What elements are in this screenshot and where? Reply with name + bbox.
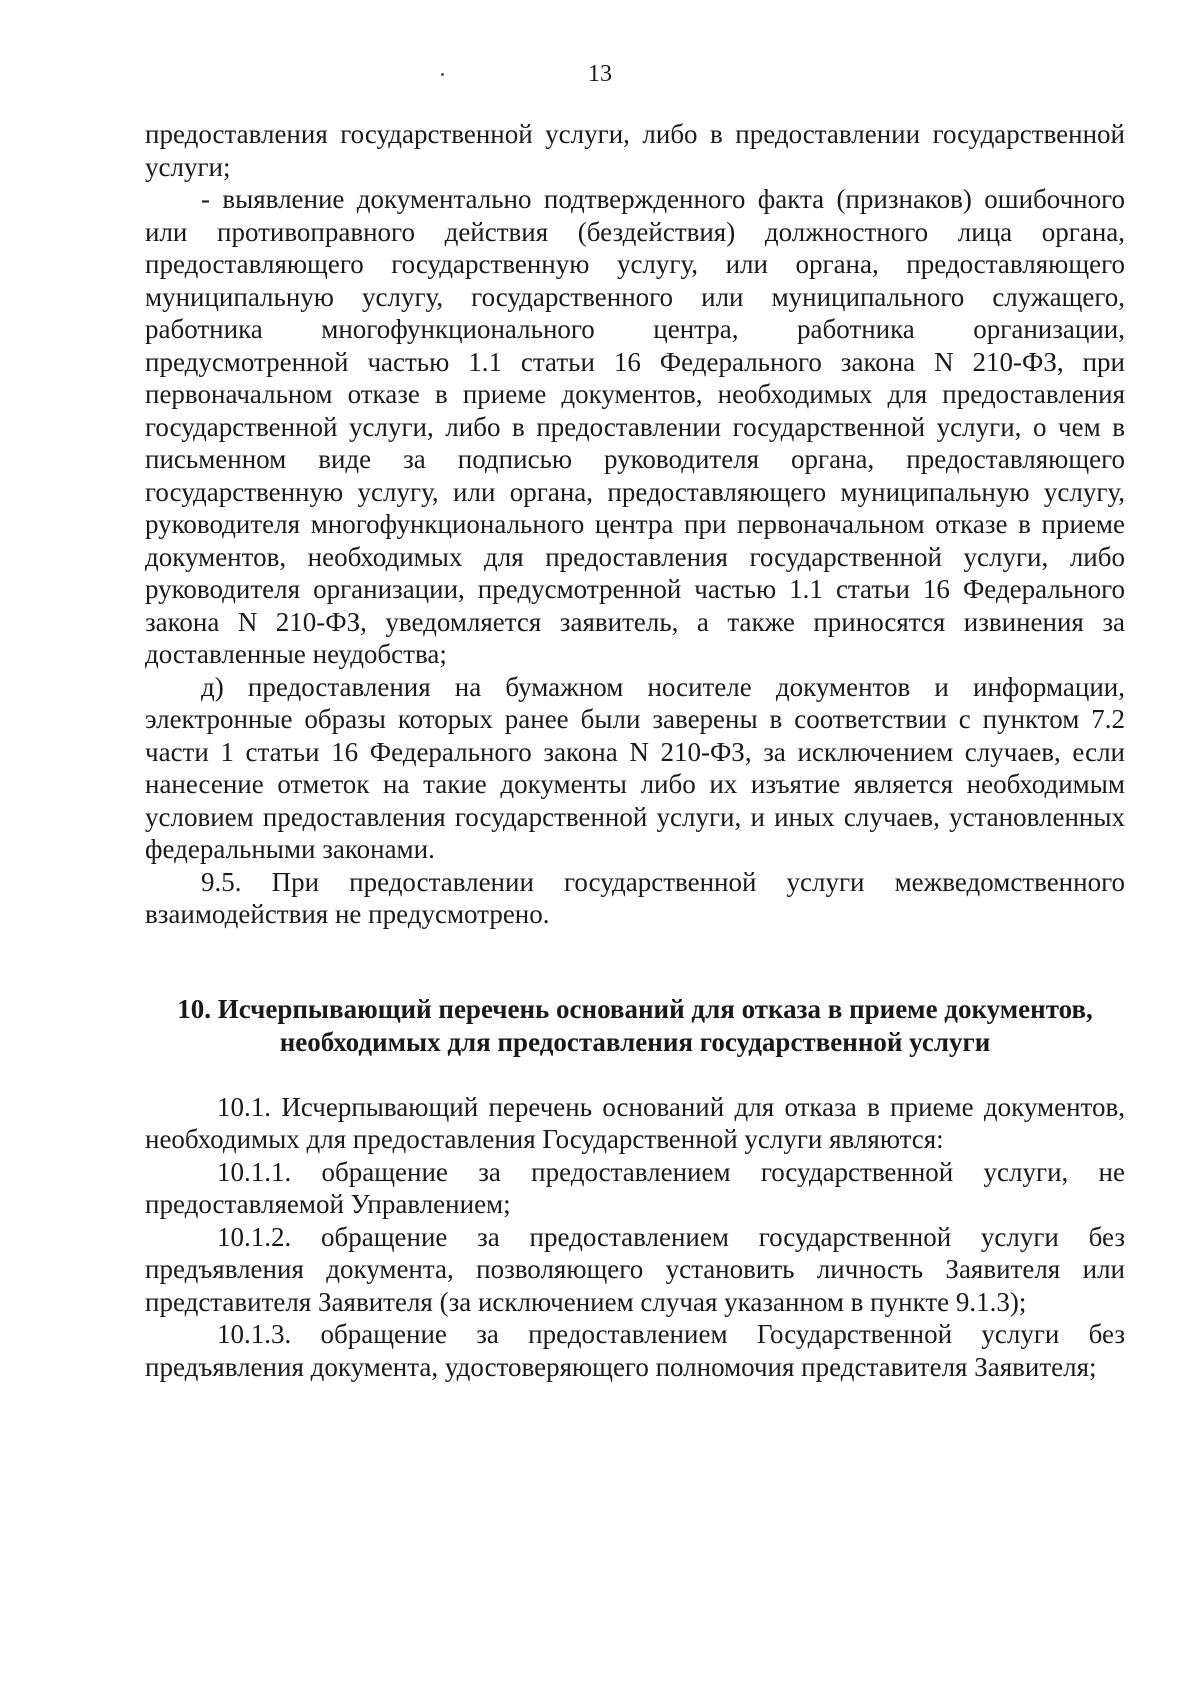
spacer <box>145 931 1125 993</box>
paragraph-continuation: предоставления государственной услуги, либо в предоставлении государственной услуги; <box>145 119 1125 182</box>
page-content <box>145 118 1125 1383</box>
paragraph-error-detection: - выявление документально подтвержденного факта (признаков) ошибочного или противоправного действия (бездействия) должностного лица органа, предоставляющего государственную услугу, или органа, предоставляющего муниципальную услугу, государственного или муниципального служащего, работника многофункционального центра, работника организации, предусмотренной частью 1.1 статьи 16 Федерального закона N 210-ФЗ, при первоначальном отказе в приеме документов, необходимых для предоставления государственной услуги, либо в предоставлении государственной услуги, о чем в письменном виде за подписью руководителя органа, предоставляющего государственную услугу, или органа, предоставляющего муниципальную услугу, руководителя многофункционального центра при первоначальном отказе в приеме документов, необходимых для предоставления государственной услуги, либо руководителя организации, предусмотренной частью 1.1 статьи 16 Федерального закона N 210-ФЗ, уведомляется заявитель, а также приносятся извинения за доставленные неудобства; <box>145 184 1125 669</box>
paragraph-10-1-1: 10.1.1. обращение за предоставлением государственной услуги, не предоставляемой Управлением; <box>145 1156 1125 1219</box>
paragraph-item-d: д) предоставления на бумажном носителе документов и информации, электронные образы которых ранее были заверены в соответствии с пунктом 7.2 части 1 статьи 16 Федерального закона N 210-ФЗ, за исключением случаев, если нанесение отметок на такие документы либо их изъятие является необходимым условием предоставления государственной услуги, и иных случаев, установленных федеральными законами. <box>145 671 1125 864</box>
paragraph-10-1: 10.1. Исчерпывающий перечень оснований для отказа в приеме документов, необходимых для предоставления Государственной услуги являются: <box>145 1091 1125 1154</box>
page-number: 13 <box>588 61 612 87</box>
paragraph-10-1-3: 10.1.3. обращение за предоставлением Государственной услуги без предъявления документа, удостоверяющего полномочия представителя Заявителя; <box>145 1319 1125 1382</box>
paragraph-10-1-2: 10.1.2. обращение за предоставлением государственной услуги без предъявления документа, позволяющего установить личность Заявителя или представителя Заявителя (за исключением случая указанном в пункте 9.1.3); <box>145 1221 1125 1317</box>
section-10-heading: 10. Исчерпывающий перечень оснований для отказа в приеме документов, необходимых для предоставления государственной услуги <box>177 993 1093 1057</box>
spacer <box>145 1059 1125 1091</box>
paragraph-9-5: 9.5. При предоставлении государственной услуги межведомственного взаимодействия не предусмотрено. <box>145 866 1125 929</box>
